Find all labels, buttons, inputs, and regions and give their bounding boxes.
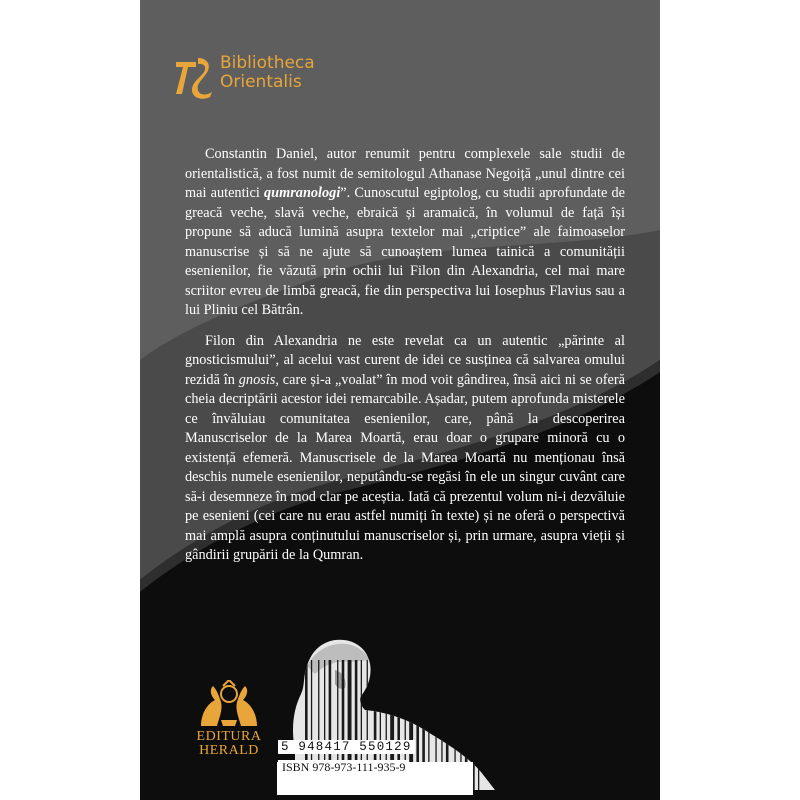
publisher-name-line2: HERALD (199, 743, 259, 758)
heraldic-griffins-logo-icon (197, 680, 261, 728)
isbn-label: ISBN 978-973-111-935-9 (278, 760, 409, 775)
series-logo (174, 54, 315, 100)
blurb-p1-end: ”. Cunoscutul egiptolog, cu studii aprofundate de greacă veche, slavă veche, ebraică și aramaică, în volumul de față își propune să aducă lumină asupra textelor mai „criptice” ale faimoaselor manuscrise și să ne ajute să cunoaștem lumea tainică a comunității esenienilor, fie văzută prin ochii lui Filon din Alexandria, cel mai mare scriitor evreu de limbă greacă, fie din perspectiva lui Iosephus Flavius sau a lui Pliniu cel Bătrân. (185, 185, 625, 318)
blurb-p1-start: Constantin Daniel, autor renumit pentru complexele sale studii de orientalistică, a fost numit de semitologul Athanase Negoiță „unul dintre cei mai autentici (185, 146, 625, 201)
publisher-name-line1: EDITURA (196, 729, 262, 744)
blurb-paragraph-1 (185, 145, 625, 321)
blurb-p1-emphasis: qumranologi (264, 185, 341, 201)
stylized-letters-logo-icon (174, 54, 214, 100)
blurb-p2-start: Filon din Alexandria ne este revelat ca un autentic „părinte al gnosticismului”, al acelui vast curent de idei ce susținea că salvarea omului rezidă în (185, 332, 625, 388)
blurb-paragraph-2 (185, 332, 625, 566)
blurb-text (185, 145, 625, 577)
barcode-number: 5 948417 550129 (278, 740, 415, 754)
blurb-p2-emphasis: gnosis (238, 371, 276, 388)
blurb-p2-end: , care și-a „voalat” în mod voit gândirea, însă aici ni se oferă cheia decriptării acestor idei remarcabile. Așadar, putem aprofunda misterele ce învăluiau comunitatea esenienilor, care, până la descoperirea Manuscriselor de la Marea Moartă, erau doar o grupare minoră cu o existență efemeră. Manuscrisele de la Marea Moartă nu menționau însă deschis numele esenienilor, neputându-se regăsi în ele un singur cuvânt care să-i desemneze în mod clar pe aceștia. Iată că prezentul volum ni-i dezvăluie pe esenieni (cei care nu erau astfel numiți în texte) și ne oferă o perspectivă mai amplă asupra conținutului manuscriselor și, prin urmare, asupra vieții și gândirii grupării de la Qumran. (185, 371, 626, 563)
series-title-line2: Orientalis (220, 72, 302, 92)
series-title-line1: Bibliotheca (220, 53, 315, 73)
